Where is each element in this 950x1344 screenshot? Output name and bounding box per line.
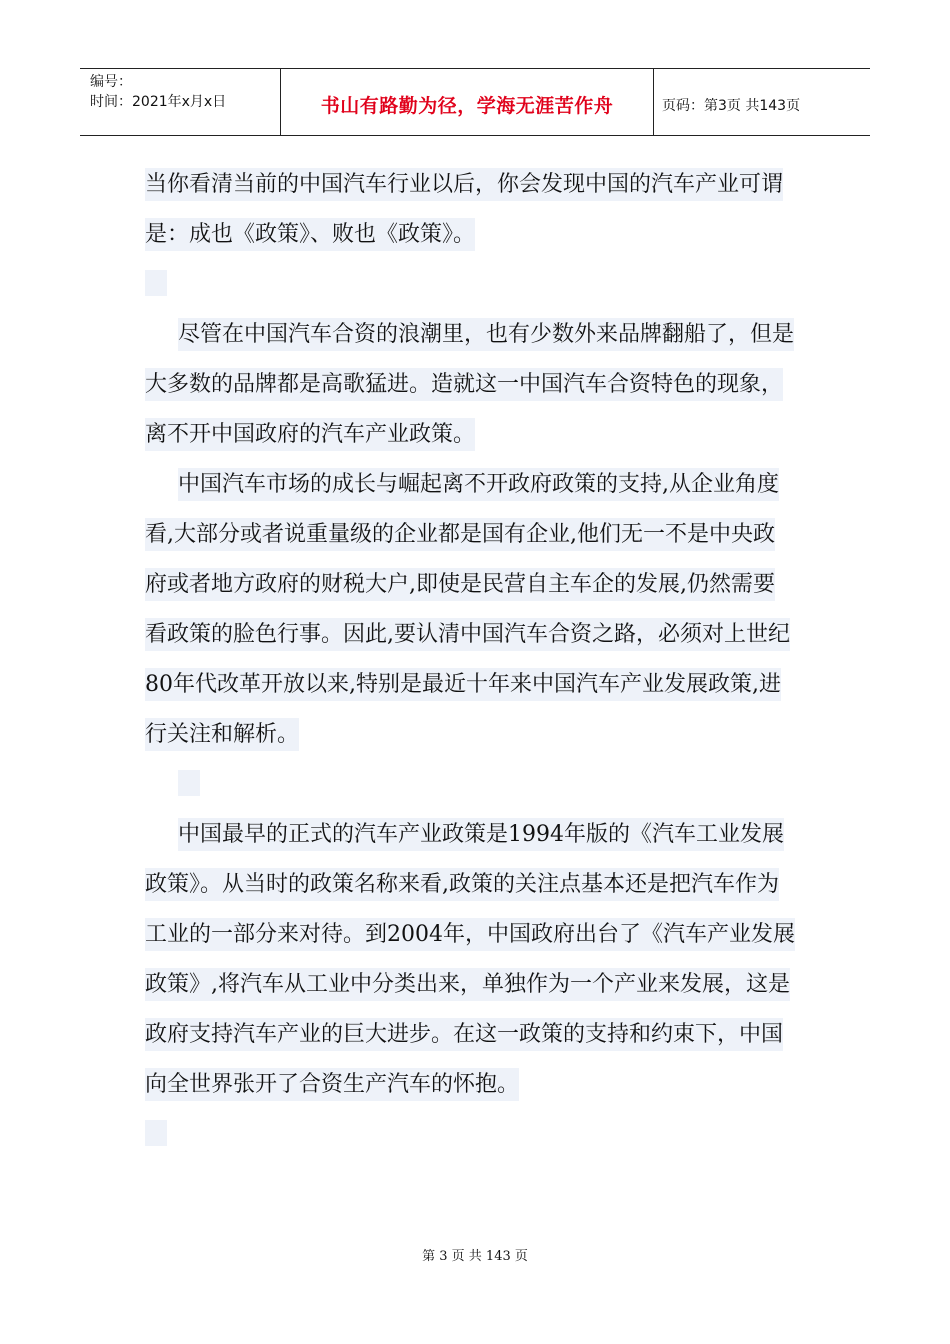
paragraph-line: 尽管在中国汽车合资的浪潮里，也有少数外来品牌翻船了，但是 [145, 310, 810, 360]
paragraph-line: 向全世界张开了合资生产汽车的怀抱。 [145, 1060, 810, 1110]
paragraph-line: 当你看清当前的中国汽车行业以后，你会发现中国的汽车产业可谓 [145, 160, 810, 210]
header-page-info: 页码：第3页 共143页 [662, 98, 801, 114]
paragraph-line: 政府支持汽车产业的巨大进步。在这一政策的支持和约束下，中国 [145, 1010, 810, 1060]
document-body [145, 160, 810, 1160]
paragraph-line: 政策》,将汽车从工业中分类出来，单独作为一个产业来发展，这是 [145, 960, 810, 1010]
blank-line [145, 760, 810, 810]
page-footer: 第 3 页 共 143 页 [422, 1249, 528, 1264]
paragraph-line: 是：成也《政策》、败也《政策》。 [145, 210, 810, 260]
paragraph-line: 看政策的脸色行事。因此,要认清中国汽车合资之路，必须对上世纪 [145, 610, 810, 660]
blank-line [145, 1110, 810, 1160]
paragraph-line: 府或者地方政府的财税大户,即使是民营自主车企的发展,仍然需要 [145, 560, 810, 610]
document-date-label: 时间：2021年x月x日 [90, 94, 227, 110]
header-motto: 书山有路勤为径，学海无涯苦作舟 [320, 95, 614, 117]
paragraph-line: 离不开中国政府的汽车产业政策。 [145, 410, 810, 460]
paragraph-line: 工业的一部分来对待。到2004年，中国政府出台了《汽车产业发展 [145, 910, 810, 960]
document-number-label: 编号： [90, 74, 132, 90]
paragraph-line: 中国汽车市场的成长与崛起离不开政府政策的支持,从企业角度 [145, 460, 810, 510]
paragraph-line: 大多数的品牌都是高歌猛进。造就这一中国汽车合资特色的现象， [145, 360, 810, 410]
paragraph-line: 看,大部分或者说重量级的企业都是国有企业,他们无一不是中央政 [145, 510, 810, 560]
paragraph-line: 80年代改革开放以来,特别是最近十年来中国汽车产业发展政策,进 [145, 660, 810, 710]
blank-line [145, 260, 810, 310]
header-meta-cell [80, 69, 281, 135]
paragraph-line: 行关注和解析。 [145, 710, 810, 760]
header-motto-cell [281, 69, 654, 135]
document-header [80, 68, 870, 136]
paragraph-line: 中国最早的正式的汽车产业政策是1994年版的《汽车工业发展 [145, 810, 810, 860]
header-page-cell [654, 69, 870, 135]
paragraph-line: 政策》。从当时的政策名称来看,政策的关注点基本还是把汽车作为 [145, 860, 810, 910]
